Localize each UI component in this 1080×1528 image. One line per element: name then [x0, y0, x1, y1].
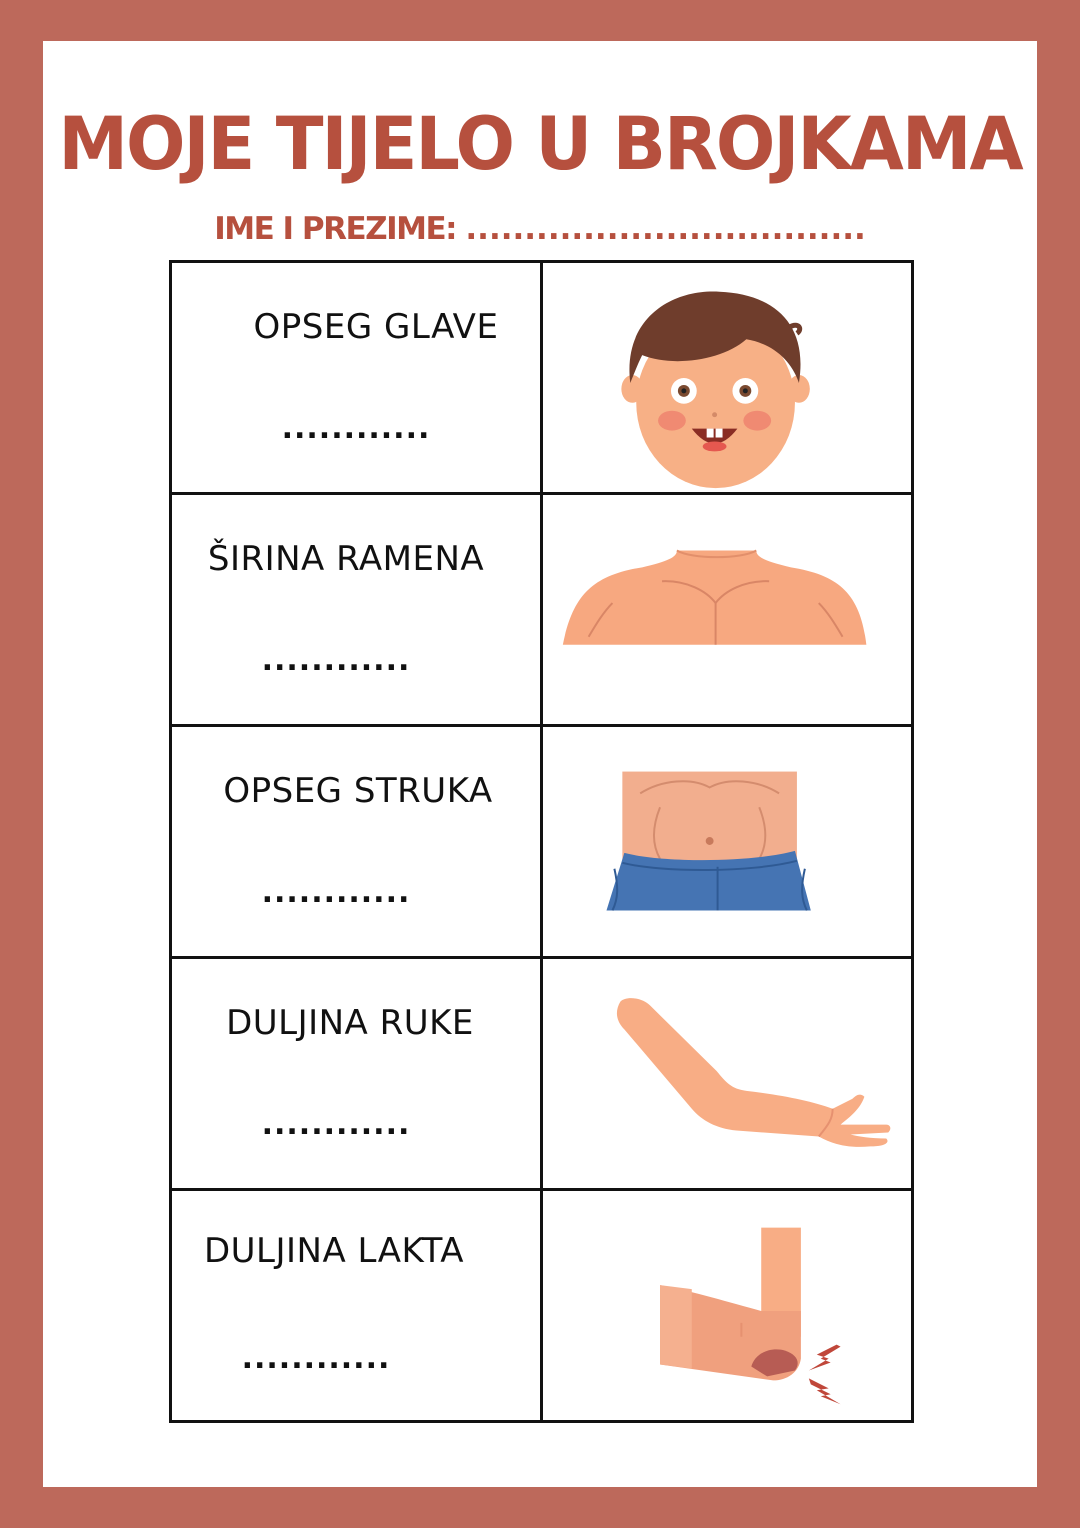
measurement-cell: [171, 1190, 542, 1422]
worksheet: [43, 41, 1037, 1487]
measurement-cell: [171, 262, 542, 494]
measurement-blank[interactable]: ............: [261, 875, 411, 910]
name-blank[interactable]: ..................................: [465, 211, 866, 247]
measurement-label: OPSEG GLAVE: [253, 307, 499, 347]
boy-head-icon: [543, 263, 911, 492]
measurement-cell: [171, 726, 542, 958]
table-row: [171, 726, 913, 958]
illustration-cell: [542, 494, 913, 726]
waist-icon: [543, 727, 911, 956]
measurement-cell: [171, 958, 542, 1190]
measurement-blank[interactable]: ............: [281, 411, 431, 446]
name-label: IME I PREZIME:: [214, 211, 457, 247]
elbow-icon: [543, 1191, 911, 1420]
table-row: [171, 494, 913, 726]
table-row: [171, 1190, 913, 1422]
table-row: [171, 262, 913, 494]
measurement-blank[interactable]: ............: [241, 1341, 391, 1376]
measurement-cell: [171, 494, 542, 726]
measurement-table: [169, 260, 914, 1423]
illustration-cell: [542, 726, 913, 958]
table-row: [171, 958, 913, 1190]
measurement-label: DULJINA LAKTA: [203, 1231, 465, 1271]
measurement-blank[interactable]: ............: [261, 643, 411, 678]
shoulders-icon: [543, 495, 911, 724]
measurement-label: DULJINA RUKE: [226, 1003, 474, 1043]
measurement-label: ŠIRINA RAMENA: [207, 539, 485, 579]
measurement-label: OPSEG STRUKA: [223, 771, 493, 811]
measurement-blank[interactable]: ............: [261, 1107, 411, 1142]
illustration-cell: [542, 1190, 913, 1422]
illustration-cell: [542, 958, 913, 1190]
arm-icon: [543, 959, 911, 1188]
name-field[interactable]: [43, 211, 1037, 247]
worksheet-title: MOJE TIJELO U BROJKAMA: [58, 100, 1022, 188]
illustration-cell: [542, 262, 913, 494]
